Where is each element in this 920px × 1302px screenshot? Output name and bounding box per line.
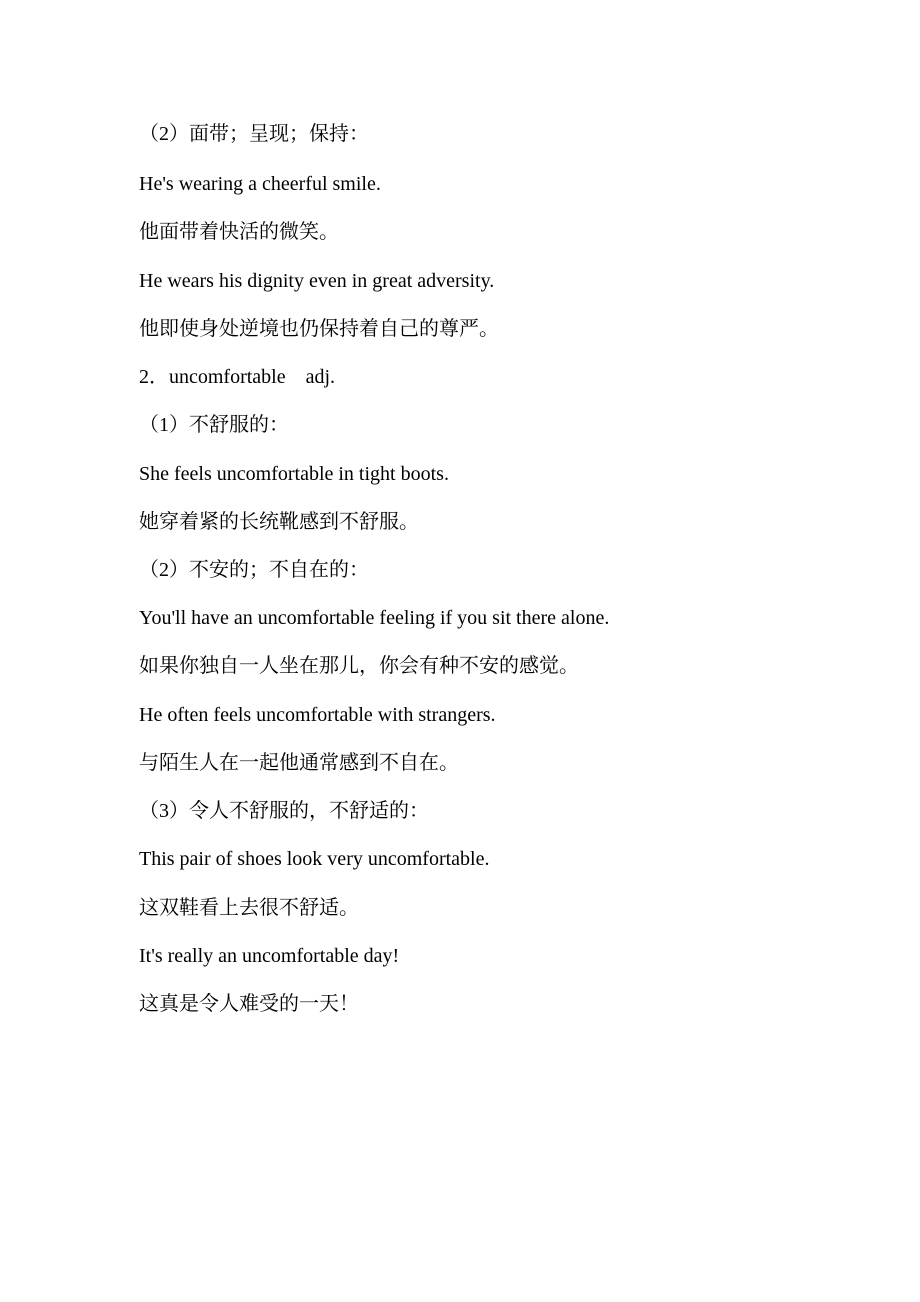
example-sentence-en: It's really an uncomfortable day! <box>139 945 400 967</box>
example-sentence-en: This pair of shoes look very uncomfortable. <box>139 848 490 870</box>
sense-heading: （2）面带；呈现；保持： <box>139 123 369 145</box>
example-sentence-en: He often feels uncomfortable with strangers. <box>139 704 496 726</box>
example-sentence-zh: 这真是令人难受的一天！ <box>139 993 359 1015</box>
example-sentence-en: He wears his dignity even in great adversity. <box>139 270 495 292</box>
sense-heading: （1）不舒服的： <box>139 414 289 436</box>
example-sentence-en: He's wearing a cheerful smile. <box>139 173 381 195</box>
entry-headword: 2．uncomfortable adj. <box>139 366 336 388</box>
sense-heading: （3）令人不舒服的，不舒适的： <box>139 800 429 822</box>
example-sentence-zh: 与陌生人在一起他通常感到不自在。 <box>139 752 459 774</box>
example-sentence-zh: 这双鞋看上去很不舒适。 <box>139 897 359 919</box>
example-sentence-en: You'll have an uncomfortable feeling if you sit there alone. <box>139 607 610 629</box>
example-sentence-zh: 她穿着紧的长统靴感到不舒服。 <box>139 511 419 533</box>
example-sentence-en: She feels uncomfortable in tight boots. <box>139 463 449 485</box>
example-sentence-zh: 他面带着快活的微笑。 <box>139 221 339 243</box>
sense-heading: （2）不安的；不自在的： <box>139 559 369 581</box>
example-sentence-zh: 他即使身处逆境也仍保持着自己的尊严。 <box>139 318 499 340</box>
example-sentence-zh: 如果你独自一人坐在那儿，你会有种不安的感觉。 <box>139 655 579 677</box>
